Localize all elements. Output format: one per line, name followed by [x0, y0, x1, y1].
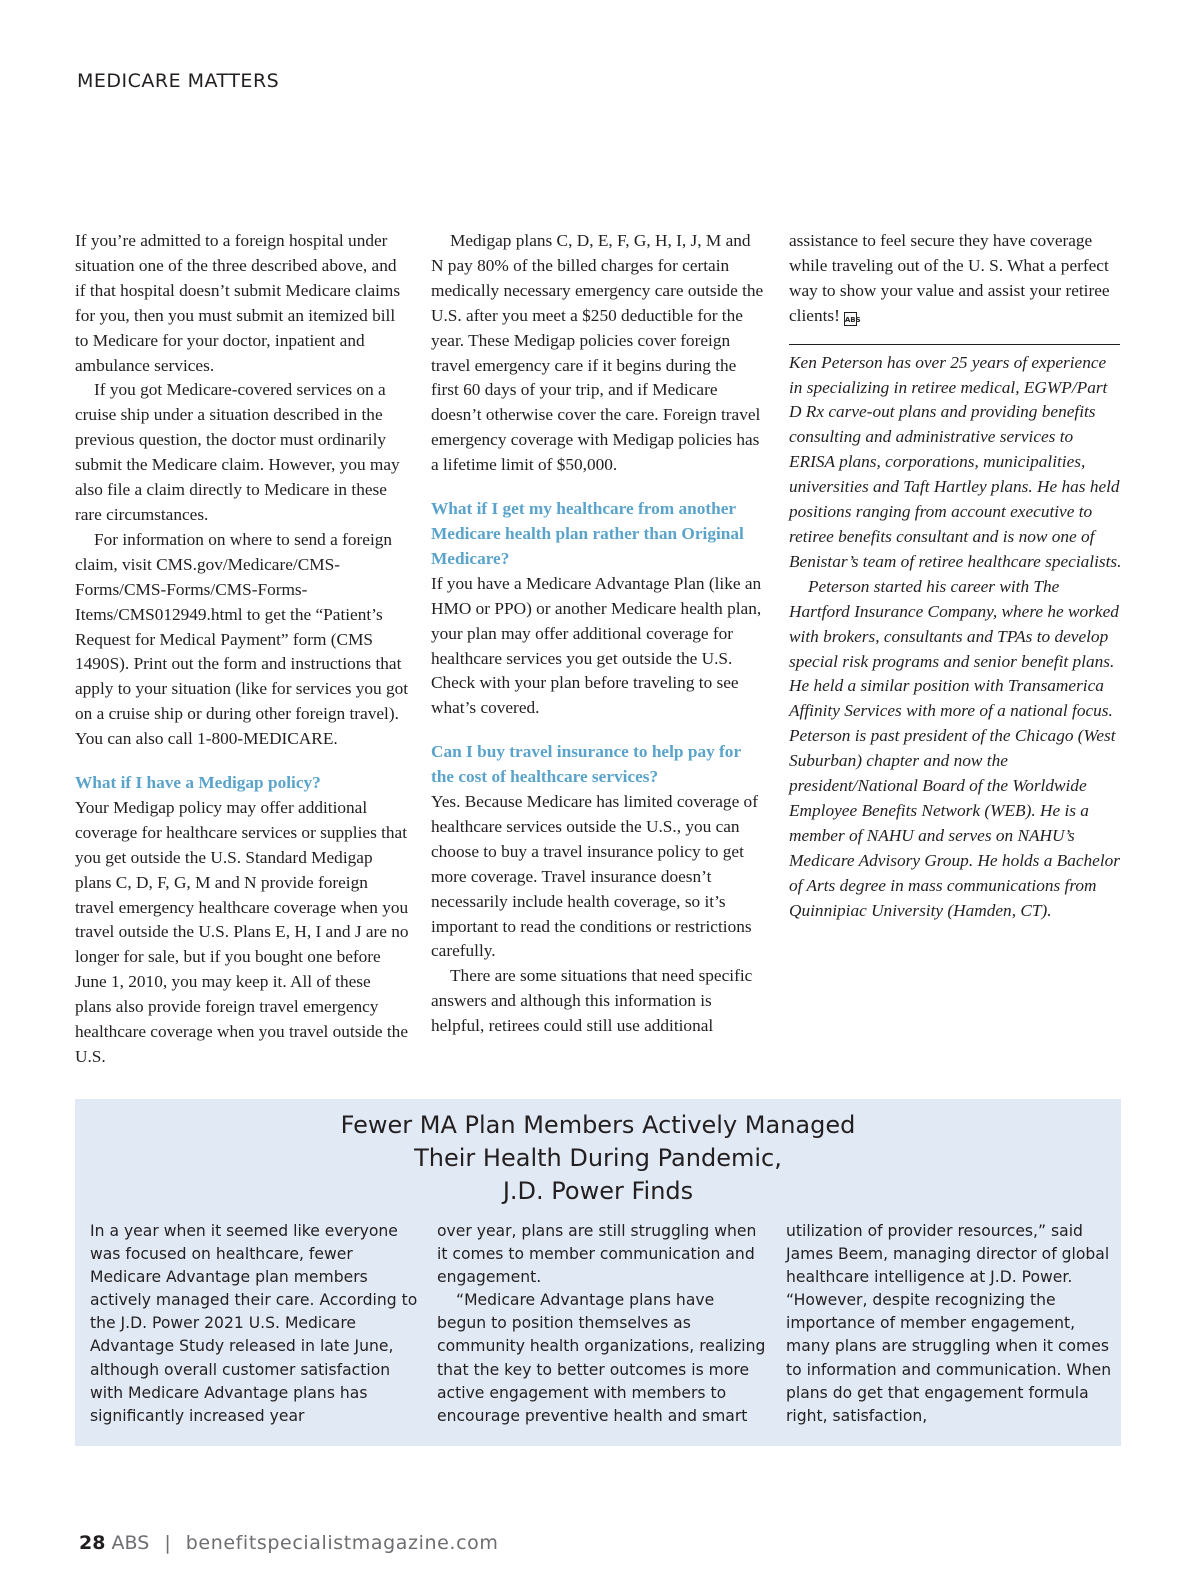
paragraph: If you’re admitted to a foreign hospital under situation one of the three described above, and if that hospital doesn’t submit Medicare claims for you, then you must submit an itemized bill to Medicare for your doctor, inpatient and ambulance services. — [75, 231, 401, 375]
sidebar-column-2 — [437, 1220, 767, 1428]
magazine-name: ABS — [111, 1532, 150, 1554]
sidebar-title-line: J.D. Power Finds — [502, 1177, 694, 1205]
paragraph — [789, 229, 1122, 329]
end-mark-icon: ABS — [844, 312, 857, 326]
paragraph: If you have a Medicare Advantage Plan (like an HMO or PPO) or another Medicare health plan, your plan may offer additional coverage for healthcare services you get outside the U.S. Check with your plan before traveling to see what’s covered. — [431, 573, 762, 718]
paragraph: For information on where to send a foreign claim, visit CMS.gov/Medicare/CMS-Forms/CMS-Forms/CMS-Forms-Items/CMS012949.html to get the “Patient’s Request for Medical Payment” form (CMS 1490S). Print out the form and instructions that apply to your situation (like for services you got on a cruise ship or during other foreign travel). You can also call 1-800-MEDICARE. — [75, 529, 409, 749]
page-footer — [79, 1532, 498, 1554]
sidebar-column-3 — [786, 1220, 1112, 1428]
paragraph: “Medicare Advantage plans have begun to position themselves as community health organizations, realizing that the key to better outcomes is more active engagement with members to encourage preventive health and smart — [437, 1291, 766, 1425]
bio-divider — [789, 344, 1120, 345]
paragraph: Yes. Because Medicare has limited coverage of healthcare services outside the U.S., you can choose to buy a travel insurance policy to get more coverage. Travel insurance doesn’t necessarily include health coverage, so it’s important to read the conditions or restrictions carefully. — [431, 792, 758, 961]
paragraph: utilization of provider resources,” said James Beem, managing director of global healthcare intelligence at J.D. Power. “However, despite recognizing the importance of member engagement, many plans are struggling when it comes to information and communication. When plans do get that engagement formula right, satisfaction, — [786, 1222, 1112, 1425]
paragraph: In a year when it seemed like everyone was focused on healthcare, fewer Medicare Advantage plan members actively managed their care. According to the J.D. Power 2021 U.S. Medicare Advantage Study released in late June, although overall customer satisfaction with Medicare Advantage plans has significantly increased year — [90, 1222, 418, 1425]
subheading-medigap: What if I have a Medigap policy? — [75, 773, 321, 793]
sidebar-title — [75, 1109, 1121, 1208]
author-bio: Peterson started his career with The Hartford Insurance Company, where he worked with brokers, consultants and TPAs to develop special risk programs and senior benefit plans. He held a similar position with Transamerica Affinity Services with more of a national focus. Peterson is past president of the Chicago (West Suburban) chapter and now the president/National Board of the Worldwide Employee Benefits Network (WEB). He is a member of NAHU and serves on NAHU’s Medicare Advisory Group. He holds a Bachelor of Arts degree in mass communications from Quinnipiac University (Hamden, CT). — [789, 576, 1121, 920]
paragraph: over year, plans are still struggling when it comes to member communication and engagement. — [437, 1222, 757, 1287]
section-label: MEDICARE MATTERS — [77, 70, 280, 92]
subheading-other-plan: What if I get my healthcare from another Medicare health plan rather than Original Medicare? — [431, 499, 744, 568]
paragraph: If you got Medicare-covered services on a cruise ship under a situation described in the previous question, the doctor must ordinarily submit the Medicare claim. However, you may also file a claim directly to Medicare in these rare circumstances. — [75, 380, 400, 524]
website-link[interactable]: benefitspecialistmagazine.com — [185, 1532, 499, 1554]
paragraph-text: assistance to feel secure they have coverage while traveling out of the U. S. What a perfect way to show your value and assist your retiree clients! — [789, 231, 1110, 325]
article-column-2 — [431, 229, 767, 1039]
subheading-travel-insurance: Can I buy travel insurance to help pay for the cost of healthcare services? — [431, 742, 741, 787]
sidebar-column-1 — [90, 1220, 420, 1428]
author-bio: Ken Peterson has over 25 years of experience in specializing in retiree medical, EGWP/Part D Rx carve-out plans and providing benefits consulting and administrative services to ERISA plans, corporations, municipalities, universities and Taft Hartley plans. He has held positions ranging from account executive to retiree benefits consultant and is now one of Benistar’s team of retiree healthcare specialists. — [789, 352, 1122, 571]
paragraph: Medigap plans C, D, E, F, G, H, I, J, M and N pay 80% of the billed charges for certain medically necessary emergency care outside the U.S. after you meet a $250 deductible for the year. These Medigap policies cover foreign travel emergency care if it begins during the first 60 days of your trip, and if Medicare doesn’t otherwise cover the care. Foreign travel emergency coverage with Medigap policies has a lifetime limit of $50,000. — [431, 231, 764, 475]
page-number: 28 — [79, 1532, 106, 1554]
paragraph: There are some situations that need specific answers and although this information is helpful, retirees could still use additional — [431, 966, 753, 1036]
news-sidebar — [75, 1099, 1121, 1446]
article-column-3 — [789, 229, 1122, 923]
paragraph: Your Medigap policy may offer additional coverage for healthcare services or supplies that you get outside the U.S. Standard Medigap plans C, D, F, G, M and N provide foreign travel emergency healthcare coverage when you travel outside the U.S. Plans E, H, I and J are no longer for sale, but if you bought one before June 1, 2010, you may keep it. All of these plans also provide foreign travel emergency healthcare coverage when you travel outside the U.S. — [75, 797, 409, 1066]
footer-separator: | — [164, 1532, 171, 1554]
sidebar-title-line: Their Health During Pandemic, — [414, 1144, 782, 1172]
article-column-1 — [75, 229, 411, 1070]
sidebar-title-line: Fewer MA Plan Members Actively Managed — [340, 1111, 856, 1139]
